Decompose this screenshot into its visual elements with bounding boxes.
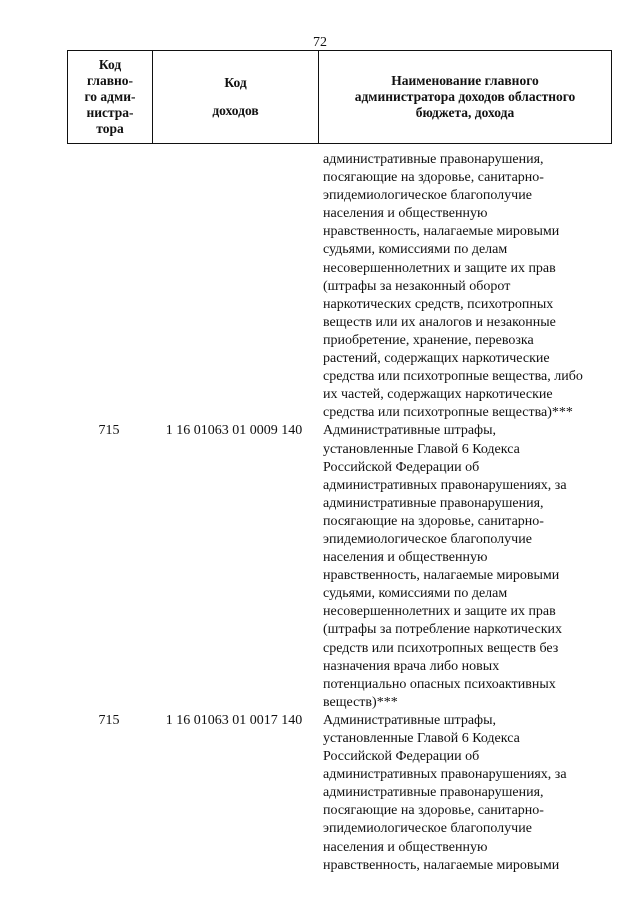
income-name-line: Российской Федерации об	[323, 749, 480, 765]
header-name-line: администратора доходов областного	[354, 89, 576, 104]
income-name-line: Административные штрафы,	[323, 712, 497, 728]
header-admin-code-line: Код	[98, 57, 122, 72]
income-name-line: веществ)***	[323, 694, 398, 710]
header-admin-code	[68, 51, 152, 143]
income-code-cell: 1 16 01063 01 0009 140	[165, 423, 303, 439]
income-name-cell	[317, 712, 612, 875]
income-name-line: эпидемиологическое благополучие	[323, 188, 532, 204]
income-name-line: посягающие на здоровье, санитарно-	[323, 170, 544, 186]
admin-code-cell	[67, 151, 151, 422]
income-name-line: нравственность, налагаемые мировыми	[323, 568, 560, 584]
income-name-line: несовершеннолетних и защите их прав	[323, 604, 556, 620]
income-name-line: посягающие на здоровье, санитарно-	[323, 513, 544, 529]
header-admin-code-line: го адми-	[84, 89, 136, 104]
income-name-line: эпидемиологическое благополучие	[323, 821, 532, 837]
admin-code-cell: 715	[98, 712, 120, 728]
header-admin-code-line: главно-	[86, 73, 134, 88]
income-name-line: населения и общественную	[323, 206, 488, 222]
income-name-line: установленные Главой 6 Кодекса	[323, 441, 520, 457]
income-name-line: административные правонарушения,	[323, 152, 544, 167]
income-name-line: назначения врача либо новых	[323, 658, 500, 674]
income-name-line: растений, содержащих наркотические	[323, 351, 550, 367]
income-name-line: установленные Главой 6 Кодекса	[323, 731, 520, 746]
income-name-line: (штрафы за незаконный оборот	[323, 278, 511, 294]
table-body	[67, 151, 612, 875]
header-name-line: Наименование главного	[391, 73, 539, 88]
income-name-line: судьями, комиссиями по делам	[323, 242, 508, 258]
income-name-line: населения и общественную	[323, 839, 488, 855]
income-name-line: средства или психотропные вещества)***	[323, 405, 573, 421]
income-name-line: приобретение, хранение, перевозка	[323, 332, 534, 348]
table-row	[67, 712, 612, 875]
income-name-line: несовершеннолетних и защите их прав	[323, 260, 556, 276]
income-name-line: населения и общественную	[323, 550, 488, 566]
header-income-code-line: Код	[224, 75, 247, 90]
income-name-line: судьями, комиссиями по делам	[323, 586, 508, 602]
income-code-cell: 1 16 01063 01 0017 140	[165, 712, 303, 728]
header-income-code	[152, 51, 318, 143]
income-name-cell	[317, 422, 612, 712]
income-code-cell	[151, 151, 317, 422]
table-row	[67, 422, 612, 712]
table-row	[67, 151, 612, 422]
table-header	[67, 50, 612, 144]
income-name-line: административных правонарушениях, за	[323, 767, 567, 783]
income-name-line: веществ или их аналогов и незаконные	[323, 314, 556, 330]
income-name-line: их частей, содержащих наркотические	[323, 387, 553, 403]
header-admin-code-line: тора	[96, 121, 124, 136]
income-name-line: административные правонарушения,	[323, 785, 544, 801]
income-name-line: средства или психотропные вещества, либо	[323, 369, 583, 385]
income-name-line: Административные штрафы,	[323, 423, 497, 439]
income-name-line: посягающие на здоровье, санитарно-	[323, 803, 544, 819]
income-name-line: (штрафы за потребление наркотических	[323, 622, 562, 638]
income-name-line: Российской Федерации об	[323, 459, 480, 475]
income-name-line: административных правонарушениях, за	[323, 477, 567, 493]
income-name-line: нравственность, налагаемые мировыми	[323, 224, 560, 240]
income-name-line: нравственность, налагаемые мировыми	[323, 857, 560, 873]
admin-code-cell: 715	[98, 423, 120, 439]
page-number: 72	[313, 35, 327, 50]
income-name-line: эпидемиологическое благополучие	[323, 531, 532, 547]
income-name-line: потенциально опасных психоактивных	[323, 676, 556, 692]
income-name-cell	[317, 151, 612, 422]
income-name-line: наркотических средств, психотропных	[323, 296, 554, 312]
header-admin-code-line: нистра-	[86, 105, 134, 120]
income-name-line: административные правонарушения,	[323, 495, 544, 511]
header-name-line: бюджета, дохода	[415, 105, 515, 120]
header-name	[318, 51, 611, 143]
income-name-line: средств или психотропных веществ без	[323, 640, 559, 656]
header-income-code-line: доходов	[212, 103, 259, 118]
